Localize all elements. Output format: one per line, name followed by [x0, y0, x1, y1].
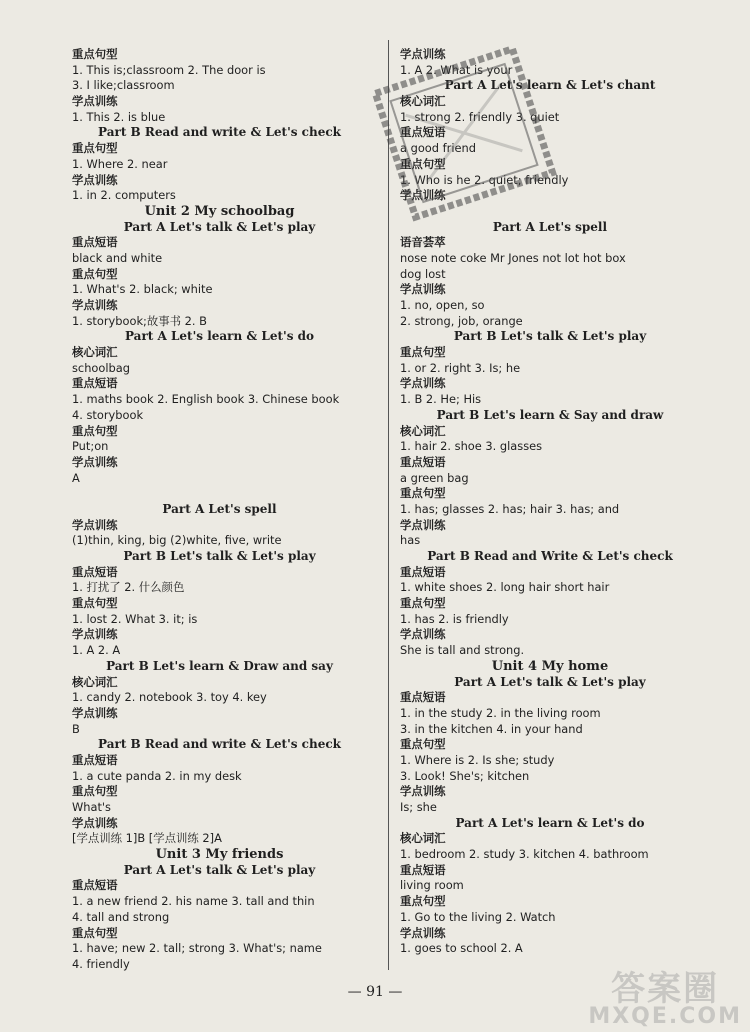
- answer-line: She is tall and strong.: [400, 643, 525, 658]
- page-number: — 91 —: [347, 984, 403, 1000]
- answer-line: dog lost: [400, 266, 446, 281]
- unit-title: Unit 3 My friends: [155, 847, 284, 863]
- answer-line: a green bag: [400, 470, 469, 485]
- unit-title: Unit 2 My schoolbag: [144, 203, 295, 219]
- category-label: 学点训练: [72, 454, 118, 469]
- answer-line: A: [72, 470, 80, 485]
- answer-line: 1. white shoes 2. long hair short hair: [400, 580, 610, 595]
- answer-line: 4. tall and strong: [72, 909, 170, 924]
- category-label: 学点训练: [72, 705, 118, 720]
- answer-line: 1. Where is 2. Is she; study: [400, 752, 555, 767]
- answer-line: 1. in the study 2. in the living room: [400, 705, 601, 720]
- answer-line: 3. Look! She's; kitchen: [400, 768, 530, 783]
- category-label: 重点句型: [72, 596, 118, 611]
- category-label: 核心词汇: [400, 831, 446, 846]
- section-heading: Part B Let's learn & Say and draw: [436, 407, 664, 422]
- category-label: 学点训练: [400, 925, 446, 940]
- answer-line: 1. Where 2. near: [72, 156, 168, 171]
- section-heading: Part B Let's talk & Let's play: [453, 329, 647, 344]
- category-label: 学点训练: [400, 627, 446, 642]
- section-heading: Part A Let's talk & Let's play: [123, 219, 316, 234]
- answer-line: 1. storybook;故事书 2. B: [72, 313, 207, 328]
- answer-line: Put;on: [72, 439, 109, 454]
- answer-line: 1. no, open, so: [400, 298, 485, 312]
- category-label: 重点句型: [72, 423, 118, 438]
- category-label: 重点句型: [72, 784, 118, 799]
- category-label: 重点句型: [72, 266, 118, 281]
- section-heading: Part A Let's talk & Let's play: [454, 674, 646, 689]
- answer-line: 1. in 2. computers: [72, 188, 176, 203]
- answer-line: 1. B 2. He; His: [400, 392, 482, 407]
- section-heading: Part B Read and write & Let's check: [98, 737, 341, 752]
- answer-line: 1. has 2. is friendly: [400, 611, 509, 626]
- category-label: 学点训练: [400, 47, 446, 61]
- category-label: 学点训练: [72, 815, 118, 830]
- watermark-line1: 答案圈: [611, 969, 720, 1009]
- category-label: 学点训练: [72, 172, 118, 187]
- section-heading: Part A Let's spell: [162, 501, 277, 516]
- answer-line: 1. or 2. right 3. Is; he: [400, 360, 521, 375]
- watermark-logo: [588, 969, 742, 1029]
- answer-line: 1. What's 2. black; white: [72, 282, 213, 297]
- column-divider: [388, 40, 389, 970]
- answer-line: 3. in the kitchen 4. in your hand: [400, 721, 583, 736]
- answer-line: 1. 打扰了 2. 什么颜色: [72, 580, 185, 595]
- answer-line: Is; she: [400, 800, 437, 814]
- category-label: 学点训练: [72, 94, 118, 109]
- answer-line: What's: [72, 800, 111, 814]
- category-label: 核心词汇: [72, 345, 118, 360]
- category-label: 学点训练: [400, 376, 446, 391]
- category-label: 重点句型: [72, 47, 118, 61]
- category-label: 重点句型: [400, 486, 446, 501]
- answer-line: 1. has; glasses 2. has; hair 3. has; and: [400, 501, 620, 516]
- answer-line: 4. friendly: [72, 956, 130, 971]
- category-label: 重点句型: [400, 345, 446, 360]
- category-label: 重点句型: [400, 894, 446, 909]
- category-label: 核心词汇: [400, 423, 446, 438]
- answer-line: 1. A 2. A: [72, 643, 121, 658]
- answer-line: living room: [400, 878, 464, 893]
- answer-line: 1. a new friend 2. his name 3. tall and thin: [72, 894, 315, 909]
- blank-line: [72, 486, 377, 502]
- section-heading: Part B Read and Write & Let's check: [427, 549, 673, 563]
- answer-line: 1. Who is he 2. quiet; friendly: [400, 172, 569, 187]
- answer-line: 1. This is;classroom 2. The door is: [72, 62, 266, 77]
- answer-line: a good friend: [400, 141, 476, 156]
- section-heading: Part A Let's spell: [492, 219, 608, 234]
- answer-line: 1. have; new 2. tall; strong 3. What's; name: [72, 941, 322, 956]
- answer-line: 1. This 2. is blue: [72, 109, 166, 124]
- answer-line: 1. goes to school 2. A: [400, 941, 523, 956]
- answer-line: 1. a cute panda 2. in my desk: [72, 768, 242, 783]
- category-label: 重点短语: [72, 752, 118, 767]
- answer-line: [学点训练 1]B [学点训练 2]A: [72, 831, 222, 846]
- answer-line: 2. strong, job, orange: [400, 313, 523, 328]
- answer-line: 1. candy 2. notebook 3. toy 4. key: [72, 690, 267, 705]
- answer-line: 4. storybook: [72, 407, 144, 422]
- category-label: 重点句型: [400, 156, 446, 171]
- category-label: 重点短语: [72, 376, 118, 391]
- category-label: 核心词汇: [72, 674, 118, 689]
- category-label: 重点短语: [400, 454, 446, 469]
- category-label: 重点短语: [400, 125, 446, 140]
- answer-line: 1. bedroom 2. study 3. kitchen 4. bathroom: [400, 847, 649, 862]
- category-label: 重点句型: [400, 596, 446, 611]
- answer-line: (1)thin, king, big (2)white, five, write: [72, 533, 282, 548]
- answer-line: 1. Go to the living 2. Watch: [400, 909, 556, 924]
- answer-line: 3. I like;classroom: [72, 78, 175, 93]
- category-label: 语音荟萃: [400, 235, 446, 250]
- section-heading: Part B Read and write & Let's check: [98, 125, 341, 140]
- category-label: 学点训练: [400, 282, 446, 297]
- category-label: 学点训练: [400, 784, 446, 799]
- answer-line: has: [400, 533, 421, 548]
- category-label: 重点句型: [400, 737, 446, 752]
- watermark-line2: MXQE.COM: [588, 1004, 742, 1029]
- answer-line: B: [72, 721, 80, 736]
- answer-line: 1. hair 2. shoe 3. glasses: [400, 439, 543, 454]
- category-label: 学点训练: [400, 188, 446, 203]
- category-label: 学点训练: [72, 627, 118, 642]
- answer-line: 1. A 2. What is your: [400, 62, 513, 77]
- unit-title: Unit 4 My home: [491, 658, 609, 674]
- section-heading: Part A Let's talk & Let's play: [123, 862, 316, 877]
- answer-line: 1. strong 2. friendly 3. quiet: [400, 109, 560, 124]
- section-heading: Part A Let's learn & Let's chant: [444, 78, 656, 93]
- category-label: 重点短语: [400, 690, 446, 705]
- category-label: 重点短语: [400, 862, 446, 877]
- section-heading: Part B Let's learn & Draw and say: [106, 658, 333, 673]
- category-label: 核心词汇: [400, 94, 446, 109]
- category-label: 重点句型: [72, 925, 118, 940]
- category-label: 重点短语: [72, 564, 118, 579]
- answer-line: schoolbag: [72, 360, 130, 375]
- section-heading: Part A Let's learn & Let's do: [455, 815, 645, 830]
- answer-line: nose note coke Mr Jones not lot hot box: [400, 250, 626, 265]
- section-heading: Part B Let's talk & Let's play: [123, 549, 316, 563]
- category-label: 重点短语: [72, 235, 118, 250]
- section-heading: Part A Let's learn & Let's do: [124, 329, 315, 344]
- category-label: 学点训练: [400, 517, 446, 532]
- category-label: 学点训练: [72, 298, 118, 312]
- left-column: [72, 47, 377, 973]
- answer-line: 1. lost 2. What 3. it; is: [72, 611, 198, 626]
- category-label: 重点短语: [72, 878, 118, 893]
- right-column: [400, 47, 710, 957]
- category-label: 学点训练: [72, 517, 118, 532]
- answer-line: 1. maths book 2. English book 3. Chinese book: [72, 392, 340, 407]
- blank-line: [400, 204, 710, 220]
- category-label: 重点短语: [400, 564, 446, 579]
- answer-line: black and white: [72, 250, 163, 265]
- category-label: 重点句型: [72, 141, 118, 156]
